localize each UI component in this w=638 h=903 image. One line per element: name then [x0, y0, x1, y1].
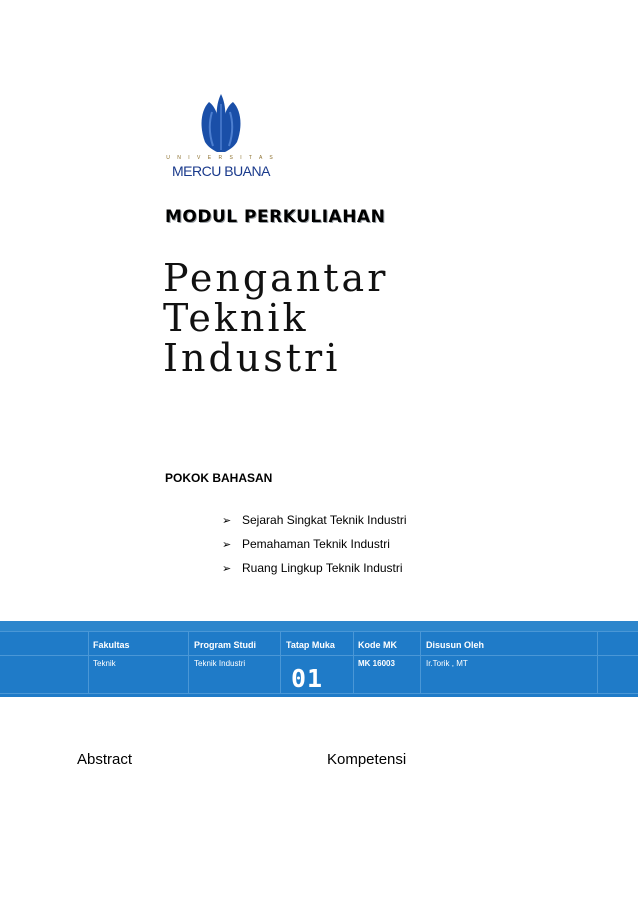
divider [0, 655, 638, 656]
header-kode-mk: Kode MK [358, 640, 397, 650]
module-label: MODUL PERKULIAHAN [165, 207, 386, 227]
document-title [163, 258, 463, 378]
list-item [222, 532, 407, 556]
info-bar-top-strip [0, 621, 638, 631]
topic-list [222, 508, 407, 580]
kompetensi-heading: Kompetensi [327, 751, 407, 768]
value-disusun-oleh: Ir.Torik , MT [426, 659, 468, 668]
abstract-heading: Abstract [77, 751, 133, 768]
arrow-bullet-icon: ➢ [222, 539, 232, 551]
topic-label: Ruang Lingkup Teknik Industri [242, 561, 403, 575]
list-item [222, 556, 407, 580]
divider [597, 631, 598, 693]
mercu-buana-emblem-icon [165, 92, 277, 154]
pokok-bahasan-heading: POKOK BAHASAN [165, 471, 273, 485]
title-line-2: Teknik [163, 296, 309, 340]
value-fakultas: Teknik [93, 659, 116, 668]
arrow-bullet-icon: ➢ [222, 563, 232, 575]
divider [420, 631, 421, 693]
divider [188, 631, 189, 693]
arrow-bullet-icon: ➢ [222, 515, 232, 527]
header-program-studi: Program Studi [194, 640, 257, 650]
divider [353, 631, 354, 693]
title-line-1: Pengantar [163, 256, 389, 300]
divider [0, 693, 638, 694]
value-program-studi: Teknik Industri [194, 659, 246, 668]
university-logo [165, 92, 277, 186]
divider [280, 631, 281, 693]
header-fakultas: Fakultas [93, 640, 130, 650]
title-line-3: Industri [163, 336, 341, 380]
value-kode-mk: MK 16003 [358, 659, 395, 668]
topic-label: Pemahaman Teknik Industri [242, 537, 390, 551]
value-tatap-muka: 01 [291, 664, 324, 693]
logo-university-name: MERCU BUANA [172, 163, 270, 179]
topic-label: Sejarah Singkat Teknik Industri [242, 513, 407, 527]
list-item [222, 508, 407, 532]
header-tatap-muka: Tatap Muka [286, 640, 335, 650]
header-disusun-oleh: Disusun Oleh [426, 640, 485, 650]
divider [0, 631, 638, 632]
logo-university-label: U N I V E R S I T A S [166, 155, 276, 161]
divider [88, 631, 89, 693]
